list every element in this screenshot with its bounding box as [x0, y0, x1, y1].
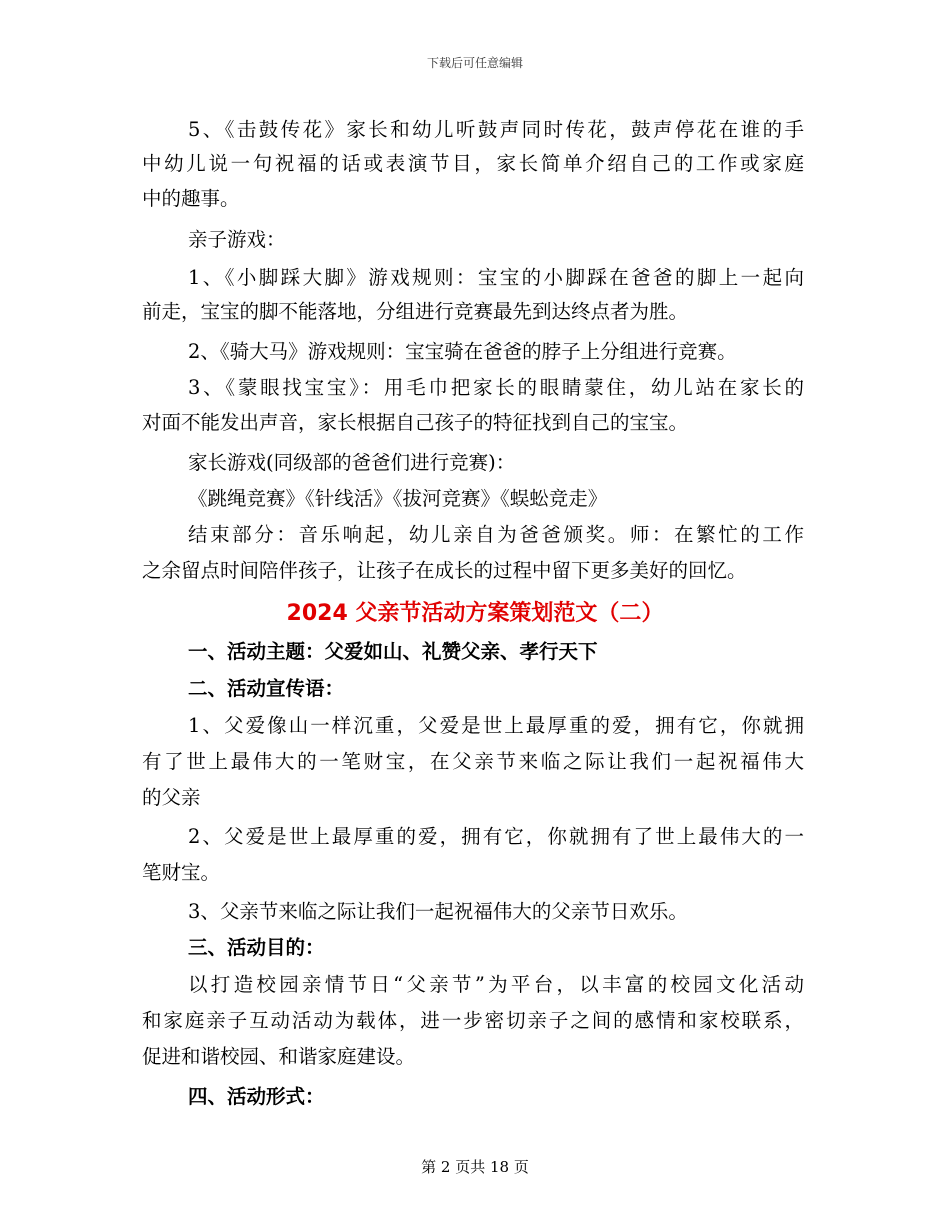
- paragraph-line: 的父亲: [142, 786, 201, 809]
- paragraph-line: 2、《骑大马》游戏规则：宝宝骑在爸爸的脖子上分组进行竞赛。: [188, 340, 737, 363]
- heading-theme: 一、活动主题：父爱如山、礼赞父亲、孝行天下: [188, 640, 598, 663]
- paragraph-line: 对面不能发出声音，家长根据自己孩子的特征找到自己的宝宝。: [142, 411, 689, 434]
- paragraph-line: 以打造校园亲情节日“父亲节”为平台，以丰富的校园文化活动: [188, 973, 804, 996]
- paragraph-line: 中的趣事。: [142, 187, 240, 210]
- heading-slogan: 二、活动宣传语：: [188, 677, 345, 700]
- paragraph-line: 5、《击鼓传花》家长和幼儿听鼓声同时传花，鼓声停花在谁的手: [188, 118, 804, 141]
- paragraph-line: 前走，宝宝的脚不能落地，分组进行竞赛最先到达终点者为胜。: [142, 300, 689, 323]
- paragraph-line: 3、《蒙眼找宝宝》：用毛巾把家长的眼睛蒙住，幼儿站在家长的: [188, 376, 804, 399]
- section-label: 家长游戏(同级部的爸爸们进行竞赛)：: [188, 451, 516, 474]
- paragraph-line: 有了世上最伟大的一笔财宝，在父亲节来临之际让我们一起祝福伟大: [142, 750, 804, 773]
- paragraph-line: 中幼儿说一句祝福的话或表演节目，家长简单介绍自己的工作或家庭: [142, 152, 804, 175]
- paragraph-line: 促进和谐校园、和谐家庭建设。: [142, 1045, 416, 1068]
- paragraph-line: 3、父亲节来临之际让我们一起祝福伟大的父亲节日欢乐。: [188, 900, 688, 923]
- heading-format: 四、活动形式：: [188, 1085, 325, 1108]
- paragraph-line: 之余留点时间陪伴孩子，让孩子在成长的过程中留下更多美好的回忆。: [142, 559, 747, 582]
- paragraph-line: 《跳绳竞赛》《针线活》《拔河竞赛》《蜈蚣竞走》: [188, 487, 608, 510]
- paragraph-line: 笔财宝。: [142, 861, 221, 884]
- page-header: 下载后可任意编辑: [426, 56, 523, 70]
- section-title: 2024 父亲节活动方案策划范文（二）: [286, 601, 664, 626]
- heading-purpose: 三、活动目的：: [188, 936, 325, 959]
- paragraph-line: 2、父爱是世上最厚重的爱，拥有它，你就拥有了世上最伟大的一: [188, 825, 804, 848]
- page-footer: 第 2 页共 18 页: [421, 1158, 529, 1176]
- paragraph-line: 1、父爱像山一样沉重，父爱是世上最厚重的爱，拥有它，你就拥: [188, 714, 804, 737]
- section-label: 亲子游戏：: [188, 228, 286, 251]
- paragraph-line: 结束部分：音乐响起，幼儿亲自为爸爸颁奖。师：在繁忙的工作: [188, 523, 804, 546]
- paragraph-line: 1、《小脚踩大脚》游戏规则：宝宝的小脚踩在爸爸的脚上一起向: [188, 266, 804, 289]
- paragraph-line: 和家庭亲子互动活动为载体，进一步密切亲子之间的感情和家校联系，: [142, 1009, 804, 1032]
